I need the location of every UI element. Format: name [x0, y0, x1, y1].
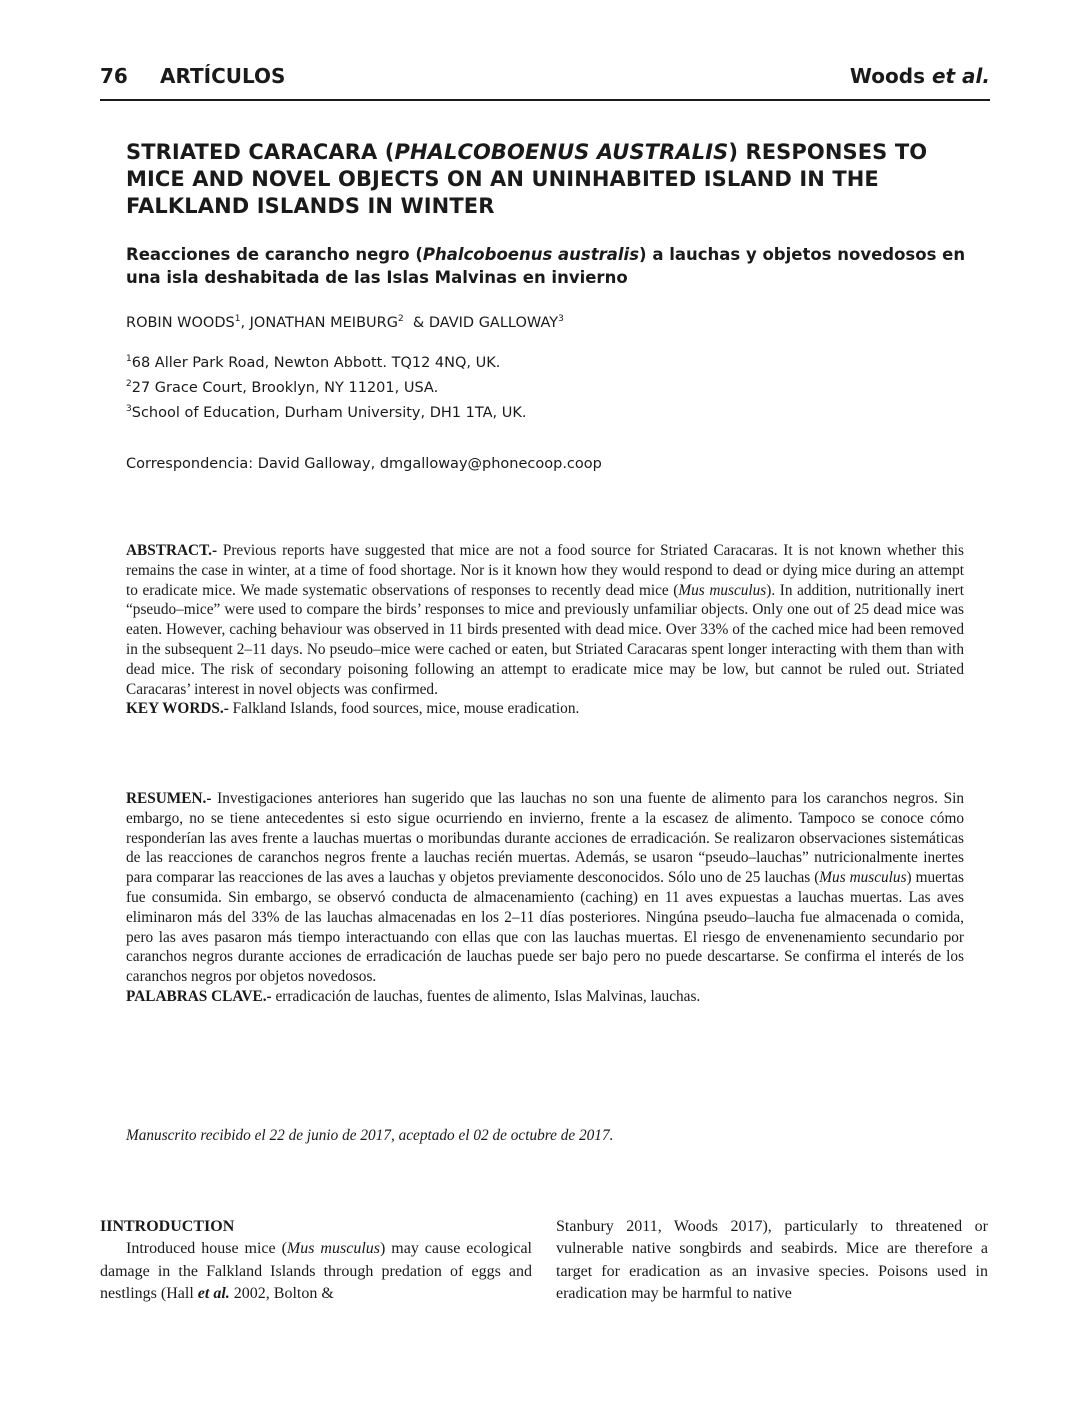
affiliation-line — [126, 399, 986, 424]
affiliation-text: School of Education, Durham University, DH1 1TA, UK. — [131, 404, 527, 421]
affiliation-mark: 1 — [126, 354, 132, 364]
author-name: ROBIN WOODS — [126, 314, 235, 331]
running-author-name: Woods — [849, 64, 925, 88]
intro-etal: et al. — [197, 1284, 230, 1302]
intro-species: Mus musculus — [286, 1240, 380, 1258]
header-rule — [100, 99, 990, 101]
page-number: 76 — [100, 64, 128, 88]
affiliation-text: 27 Grace Court, Brooklyn, NY 11201, USA. — [131, 379, 439, 396]
running-author-etal: et al. — [931, 64, 990, 88]
keywords-label: KEY WORDS.- — [126, 700, 229, 718]
affiliation-text: 68 Aller Park Road, Newton Abbott. TQ12 4NQ, UK. — [131, 354, 501, 371]
affiliation-line — [126, 374, 986, 399]
title-part: STRIATED CARACARA ( — [126, 140, 395, 164]
author-affiliation-mark: 3 — [558, 314, 564, 324]
author-separator: , — [240, 314, 250, 331]
affiliation-mark: 3 — [126, 403, 132, 414]
author-name: DAVID GALLOWAY — [428, 314, 559, 331]
intro-text: 2002, Bolton & — [229, 1284, 334, 1302]
abstract-text: ). In addition, nutritionally inert “pseudo–mice” were used to compare the birds’ responses to mice and previously unfamiliar objects. Only one out of 25 dead mice was eaten. However, caching behaviour was observed in 11 birds presented with dead mice. Over 33% of the cached mice had been removed in the subsequent 2–11 days. No pseudo–mice were cached or eaten, but Striated Caracaras spent longer interacting with them than with dead mice. The risk of secondary poisoning following an attempt to eradicate mice may be low, but cannot be ruled out. Striated Caracaras’ interest in novel objects was confirmed. — [126, 581, 964, 698]
resumen — [126, 789, 964, 1007]
author-affiliation-mark: 1 — [234, 314, 241, 324]
intro-text: ) may cause ecological damage in the Falkland Islands through predation of eggs and nestlings (Hall — [100, 1240, 532, 1302]
author-list — [126, 309, 986, 333]
title-species: PHALCOBOENUS AUSTRALIS — [394, 140, 729, 164]
resumen-text: Investigaciones anteriores han sugerido que las lauchas no son una fuente de alimento para los caranchos negros. Sin embargo, no se tiene antecedentes si esto sigue ocurriendo en invierno, frente a la escasez de alimento. Tampoco se conoce cómo responderían las aves frente a lauchas muertas o moribundas durante acciones de erradicación. Se realizaron observaciones sistemáticas de las reacciones de caranchos negros frente a lauchas recién muertas. Además, se usaron “pseudo–lauchas” nutricionalmente inertes para comparar las reacciones de las aves a lauchas y objetos previamente desconocidos. Sólo uno de 25 lauchas ( — [126, 790, 964, 887]
running-author — [850, 64, 990, 88]
article-title — [126, 139, 986, 220]
palabras-clave: erradicación de lauchas, fuentes de alimento, Islas Malvinas, lauchas. — [271, 987, 701, 1005]
affiliation-mark: 2 — [126, 378, 132, 389]
affiliation-line — [126, 349, 986, 374]
subtitle-part: ) a lauchas y objetos novedosos en una isla deshabitada de las Islas Malvinas en invierno — [126, 245, 966, 287]
abstract-label: ABSTRACT.- — [126, 542, 218, 559]
article-subtitle — [126, 243, 986, 289]
affiliations — [126, 349, 986, 423]
subtitle-species: Phalcoboenus australis — [422, 245, 640, 264]
author-name: JONATHAN MEIBURG — [249, 314, 398, 331]
palabras-clave-label: PALABRAS CLAVE.- — [126, 987, 272, 1005]
subtitle-part: Reacciones de carancho negro ( — [126, 245, 423, 264]
body-column-right — [556, 1216, 988, 1305]
correspondence: Correspondencia: David Galloway, dmgalloway@phonecoop.coop — [126, 456, 602, 472]
keywords: Falkland Islands, food sources, mice, mouse eradication. — [228, 700, 580, 718]
author-separator: & — [403, 314, 429, 331]
intro-text: Introduced house mice ( — [126, 1240, 287, 1258]
received-date: Manuscrito recibido el 22 de junio de 2017, aceptado el 02 de octubre de 2017. — [126, 1127, 614, 1144]
author-affiliation-mark: 2 — [397, 314, 404, 324]
abstract — [126, 541, 964, 719]
abstract-species: Mus musculus — [678, 581, 767, 599]
title-part: ) RESPONSES TO MICE AND NOVEL OBJECTS ON AN UNINHABITED ISLAND IN THE FALKLAND ISLANDS IN WINTER — [126, 140, 928, 218]
introduction-continued: Stanbury 2011, Woods 2017), particularly to threatened or vulnerable native songbirds and seabirds. Mice are therefore a target for eradication as an invasive species. Poisons used in eradication may be harmful to native — [556, 1218, 988, 1302]
section-label: ARTÍCULOS — [160, 64, 286, 88]
introduction-paragraph — [100, 1238, 532, 1305]
resumen-species: Mus musculus — [819, 869, 907, 887]
abstract-text: Previous reports have suggested that mice are not a food source for Striated Caracaras. It is not known whether this remains the case in winter, at a time of food shortage. Nor is it known how they would respond to dead or dying mice during an attempt to eradicate mice. We made systematic observations of responses to recently dead mice ( — [126, 542, 964, 599]
body-column-left — [100, 1216, 532, 1305]
introduction-heading: IINTRODUCTION — [100, 1218, 235, 1235]
running-header — [100, 64, 990, 98]
resumen-label: RESUMEN.- — [126, 790, 212, 807]
resumen-text: ) muertas fue consumida. Sin embargo, se observó conducta de almacenamiento (caching) en 11 aves expuestas a lauchas muertas. Las aves eliminaron más del 33% de las lauchas almacenadas en los 2–11 días posteriores. Ningúna pseudo–laucha fue almacenada o comida, pero las aves pasaron más tiempo interactuando con ellas que con las lauchas muertas. El riesgo de envenenamiento secundario por caranchos negros durante acciones de erradicación de lauchas puede ser bajo pero no puede descartarse. Se confirma el interés de los caranchos negros por objetos novedosos. — [126, 869, 964, 986]
